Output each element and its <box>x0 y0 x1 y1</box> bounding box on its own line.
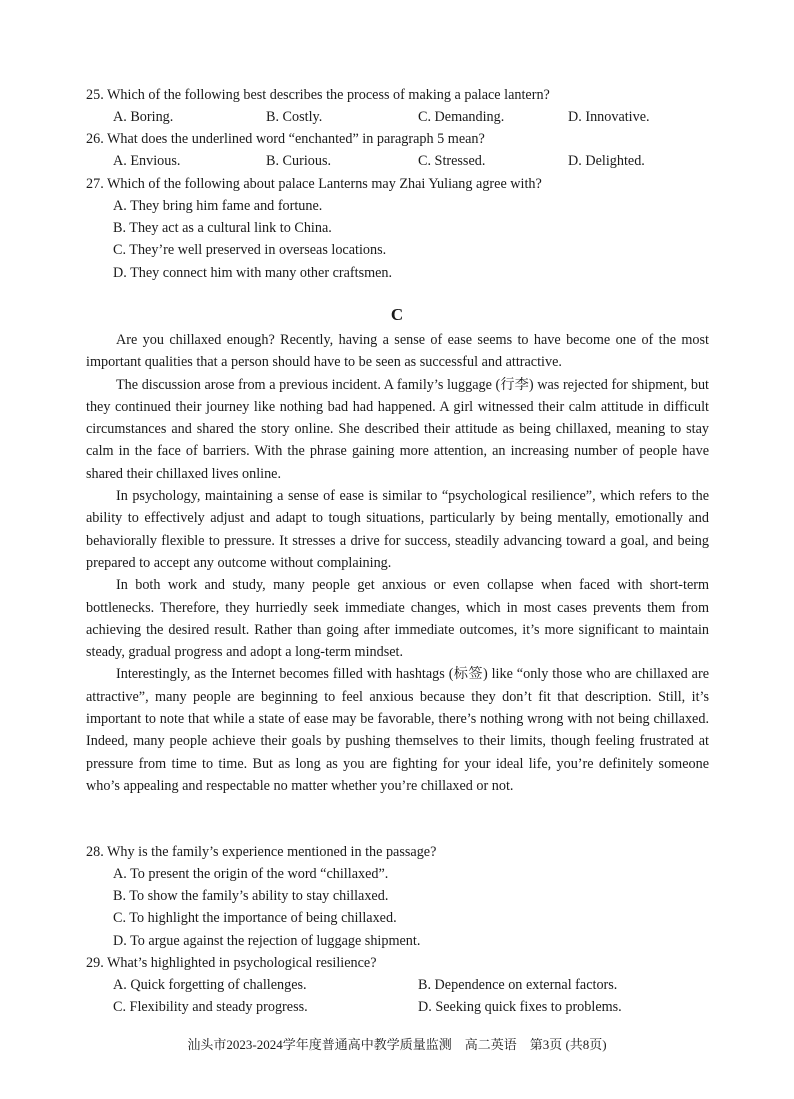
passage-paragraph-4: In both work and study, many people get anxious or even collapse when faced with short-term bottlenecks. Therefore, they hurriedly seek immediate changes, which in most cases prevents them from achieving the desired result. Rather than going after immediate outcomes, it’s more significant to maintain steady, gradual progress and adopt a long-term mindset. <box>86 577 709 661</box>
q29-option-d: D. Seeking quick fixes to problems. <box>418 999 622 1015</box>
q26-option-a: A. Envious. <box>113 153 181 169</box>
q28-option-b: B. To show the family’s ability to stay chillaxed. <box>113 888 389 904</box>
question-25-stem: 25. Which of the following best describes the process of making a palace lantern? <box>86 87 550 103</box>
passage-paragraph-5: Interestingly, as the Internet becomes filled with hashtags (标签) like “only those who are chillaxed are attractive”, many people are beginning to feel anxious because they don’t fit that description. Still, it’s important to note that while a state of ease may be favorable, there’s nothing wrong with not being chillaxed. Indeed, many people achieve their goals by pushing themselves to their limits, though feeling frustrated at pressure from time to time. But as long as you are fighting for your ideal life, you’re definitely someone who’s appealing and respectable no matter whether you’re chillaxed or not. <box>86 666 709 794</box>
q29-option-b: B. Dependence on external factors. <box>418 977 618 993</box>
reading-passage <box>86 329 709 797</box>
page-footer: 汕头市2023-2024学年度普通高中教学质量监测 高二英语 第3页 (共8页) <box>187 1037 607 1052</box>
q27-option-a: A. They bring him fame and fortune. <box>113 198 323 214</box>
q29-option-a: A. Quick forgetting of challenges. <box>113 977 307 993</box>
q25-option-b: B. Costly. <box>266 109 323 125</box>
question-28-stem: 28. Why is the family’s experience mentioned in the passage? <box>86 844 437 860</box>
question-29-stem: 29. What’s highlighted in psychological resilience? <box>86 955 377 971</box>
q26-option-b: B. Curious. <box>266 153 332 169</box>
q25-option-d: D. Innovative. <box>568 109 650 125</box>
q26-option-c: C. Stressed. <box>418 153 486 169</box>
passage-paragraph-3: In psychology, maintaining a sense of ease is similar to “psychological resilience”, which refers to the ability to effectively adjust and adapt to tough situations, particularly by being mentally, emotionally and behaviorally flexible to pressure. It stresses a drive for success, steadily advancing toward a goal, and being prepared to accept any outcome without complaining. <box>86 488 709 571</box>
passage-paragraph-2: The discussion arose from a previous incident. A family’s luggage (行李) was rejected for shipment, but they continued their journey like nothing bad had happened. A girl witnessed their calm attitude in difficult circumstances and shared the story online. She described their attitude as being chillaxed, meaning to stay calm in the face of barriers. With the phrase gaining more attention, an increasing number of people have shared their chillaxed lives online. <box>86 376 709 482</box>
passage-paragraph-1: Are you chillaxed enough? Recently, having a sense of ease seems to have become one of the most important qualities that a person should have to be seen as successful and attractive. <box>86 332 709 371</box>
question-27-stem: 27. Which of the following about palace Lanterns may Zhai Yuliang agree with? <box>86 176 542 192</box>
q28-option-c: C. To highlight the importance of being chillaxed. <box>113 910 397 926</box>
section-title: C <box>390 305 404 324</box>
q26-option-d: D. Delighted. <box>568 153 645 169</box>
question-26-stem: 26. What does the underlined word “enchanted” in paragraph 5 mean? <box>86 131 485 147</box>
q28-option-d: D. To argue against the rejection of luggage shipment. <box>113 933 421 949</box>
q28-option-a: A. To present the origin of the word “chillaxed”. <box>113 866 389 882</box>
q25-option-c: C. Demanding. <box>418 109 505 125</box>
q27-option-d: D. They connect him with many other craftsmen. <box>113 265 393 281</box>
q27-option-c: C. They’re well preserved in overseas locations. <box>113 242 387 258</box>
q25-option-a: A. Boring. <box>113 109 174 125</box>
q27-option-b: B. They act as a cultural link to China. <box>113 220 332 236</box>
q29-option-c: C. Flexibility and steady progress. <box>113 999 308 1015</box>
